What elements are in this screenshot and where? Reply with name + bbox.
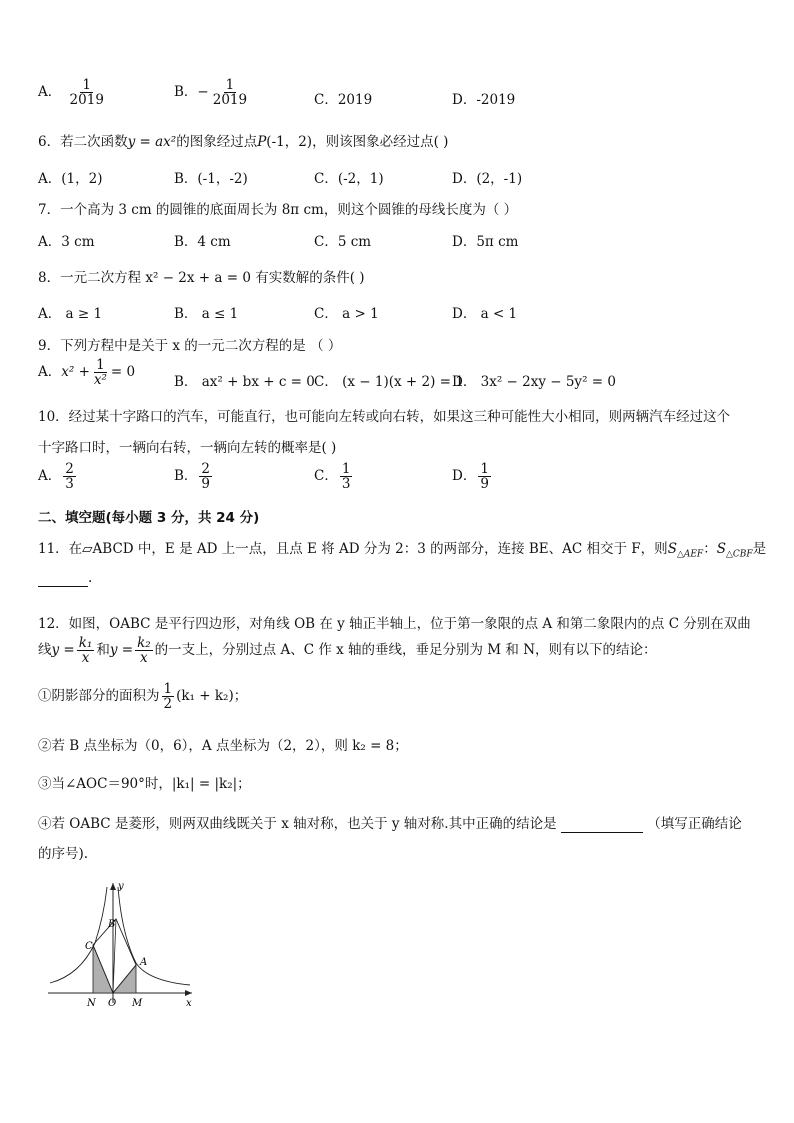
q10-option-d: D． $\frac{1}{9}$: [452, 461, 489, 493]
q6-option-c: C．(-2，1): [314, 171, 384, 187]
q5-option-a: A． $\frac{1}{2019}$: [38, 77, 104, 109]
hyperbola-figure: [40, 875, 200, 1010]
q10-option-a: A． $\frac{2}{3}$: [38, 461, 74, 493]
x-axis-arrow: [185, 990, 192, 996]
q7-option-a: A．3 cm: [38, 234, 95, 250]
section-title: 二、填空题(每小题 3 分，共 24 分): [38, 510, 260, 526]
q12-conclusion-3: ③当∠AOC＝90°时，|k₁| = |k₂|；: [38, 776, 251, 792]
q10-option-c: C． $\frac{1}{3}$: [314, 461, 351, 493]
q9-option-b: B． ax² + bx + c = 0: [174, 374, 315, 390]
label-x: x: [186, 998, 192, 1009]
q12-conclusion-2: ②若 B 点坐标为（0，6），A 点坐标为（2，2），则 k₂ = 8；: [38, 738, 408, 754]
hyperbola-right: [118, 887, 190, 985]
label-y: y: [118, 881, 124, 892]
q6-option-b: B．(-1，-2): [174, 171, 248, 187]
label-c: C: [85, 941, 93, 952]
q5-option-c: C．2019: [314, 92, 373, 108]
q10-stem-line1: 10．经过某十字路口的汽车，可能直行，也可能向左转或向右转，如果这三种可能性大小相同，则两辆汽车经过这个: [38, 409, 731, 425]
q12-stem-line2: 线y = $\frac{\text{k₁}}{x}$ 和y = $\frac{\text{k₂}}{x}$ 的一支上，分别过点 A、C 作 x 轴的垂线，垂足分别为 M 和 N，则有以下的结论：: [38, 635, 657, 667]
q11-stem: 11．在▱ABCD 中，E 是 AD 上一点，且点 E 将 AD 分为 2：3 的两部分，连接 BE、AC 相交于 F，则$S_{\triangle AEF}$：$S_{\triangle CBF}$是: [38, 541, 767, 560]
q8-option-d: D． a < 1: [452, 306, 518, 322]
q8-option-c: C． a > 1: [314, 306, 379, 322]
q8-option-b: B． a ≤ 1: [174, 306, 239, 322]
q8-stem: 8．一元二次方程 x² − 2x + a = 0 有实数解的条件( ): [38, 270, 365, 286]
q11-answer-line: .: [38, 570, 92, 587]
q5-option-d: D．-2019: [452, 92, 516, 108]
q6-stem: 6．若二次函数y = ax²的图象经过点P(-1，2)，则该图象必经过点( ): [38, 134, 449, 150]
q7-option-c: C．5 cm: [314, 234, 372, 250]
label-o: O: [108, 998, 117, 1009]
label-b: B: [108, 919, 116, 930]
q12-stem-line1: 12．如图，OABC 是平行四边形，对角线 OB 在 y 轴正半轴上，位于第一象限的点 A 和第二象限内的点 C 分别在双曲: [38, 616, 751, 632]
q9-stem: 9．下列方程中是关于 x 的一元二次方程的是 （ ）: [38, 338, 342, 354]
q9-option-c: C． (x − 1)(x + 2) = 1: [314, 374, 464, 390]
q12-conclusion-1: ①阴影部分的面积为 $\frac{1}{2}$ (k₁ + k₂)；: [38, 681, 248, 713]
q6-option-a: A．(1，2): [38, 171, 103, 187]
q12-conclusion-4: ④若 OABC 是菱形，则两双曲线既关于 x 轴对称，也关于 y 轴对称.其中正确的结论是 （填写正确结论: [38, 816, 742, 832]
q10-stem-line2: 十字路口时，一辆向右转，一辆向左转的概率是( ): [38, 440, 337, 456]
q12-answer-blank[interactable]: [561, 816, 643, 833]
q12-conclusion-4-line2: 的序号).: [38, 846, 89, 862]
q8-option-a: A． a ≥ 1: [38, 306, 103, 322]
label-a: A: [140, 957, 148, 968]
y-axis-arrow: [110, 883, 116, 890]
q7-stem: 7．一个高为 3 cm 的圆锥的底面周长为 8π cm，则这个圆锥的母线长度为（ ）: [38, 202, 518, 218]
label-n: N: [87, 998, 96, 1009]
q9-option-a: A．x² + $\frac{1}{\text{x²}}$ = 0: [38, 357, 136, 389]
q7-option-d: D．5π cm: [452, 234, 519, 250]
q9-option-d: D． 3x² − 2xy − 5y² = 0: [452, 374, 616, 390]
q6-option-d: D．(2，-1): [452, 171, 523, 187]
q11-answer-blank[interactable]: [38, 570, 88, 587]
q10-option-b: B． $\frac{2}{9}$: [174, 461, 211, 493]
label-m: M: [132, 998, 143, 1009]
q5-option-b: B．− $\frac{1}{2019}$: [174, 77, 248, 109]
q7-option-b: B．4 cm: [174, 234, 231, 250]
